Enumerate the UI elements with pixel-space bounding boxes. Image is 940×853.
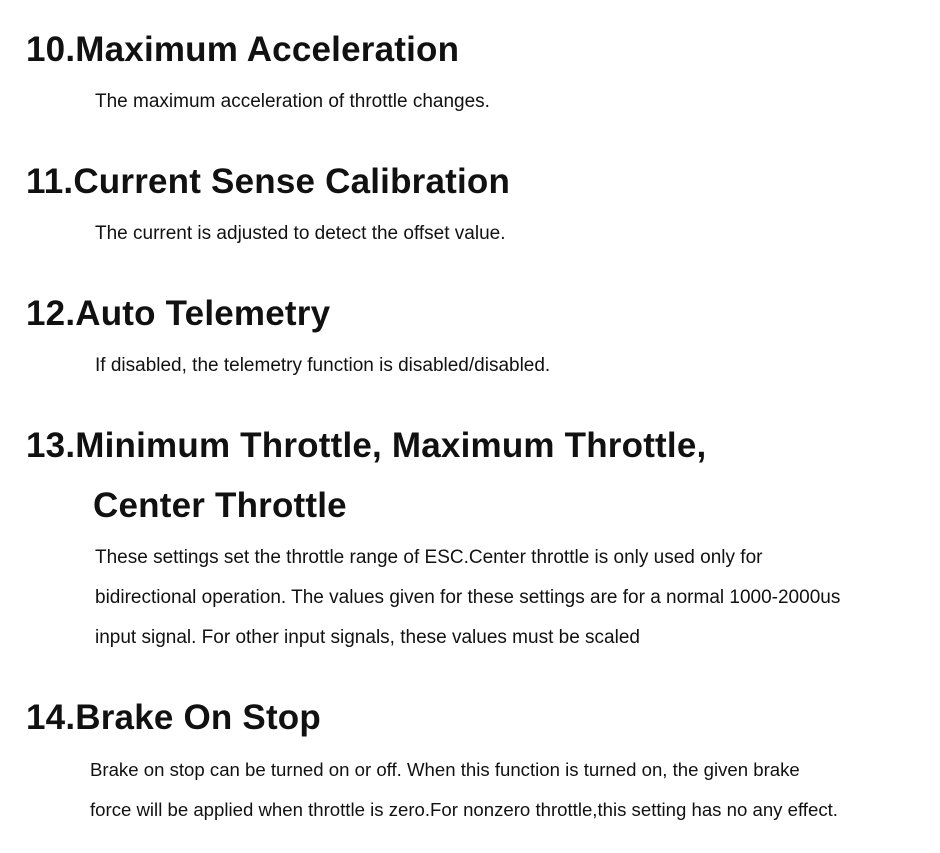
body-line: input signal. For other input signals, these values must be scaled — [95, 627, 640, 648]
heading-line: 10.Maximum Acceleration — [26, 30, 460, 69]
section-heading-current-sense-calibration — [26, 162, 510, 202]
body-line: bidirectional operation. The values given for these settings are for a normal 1000-2000us — [95, 587, 841, 608]
section-body-auto-telemetry — [95, 346, 550, 386]
heading-line: 11.Current Sense Calibration — [26, 162, 511, 201]
section-body-current-sense-calibration — [95, 214, 506, 254]
heading-line: Center Throttle — [93, 486, 347, 525]
body-line: The current is adjusted to detect the offset value. — [95, 223, 506, 244]
section-heading-maximum-acceleration — [26, 30, 459, 70]
section-body-brake-on-stop — [90, 750, 838, 830]
heading-line: 14.Brake On Stop — [26, 698, 321, 737]
section-heading-throttle-range-continued — [93, 486, 347, 526]
heading-line: 13.Minimum Throttle, Maximum Throttle, — [26, 426, 707, 465]
body-line: The maximum acceleration of throttle changes. — [95, 91, 490, 112]
body-line: force will be applied when throttle is zero.For nonzero throttle,this setting has no any effect. — [90, 799, 838, 820]
section-body-maximum-acceleration — [95, 82, 490, 122]
section-heading-auto-telemetry — [26, 294, 330, 334]
section-heading-brake-on-stop — [26, 698, 321, 738]
section-heading-throttle-range — [26, 426, 706, 466]
body-line: If disabled, the telemetry function is disabled/disabled. — [95, 355, 551, 376]
body-line: These settings set the throttle range of ESC.Center throttle is only used only for — [95, 547, 763, 568]
body-line: Brake on stop can be turned on or off. When this function is turned on, the given brake — [90, 759, 800, 780]
section-body-throttle-range — [95, 538, 840, 658]
heading-line: 12.Auto Telemetry — [26, 294, 331, 333]
